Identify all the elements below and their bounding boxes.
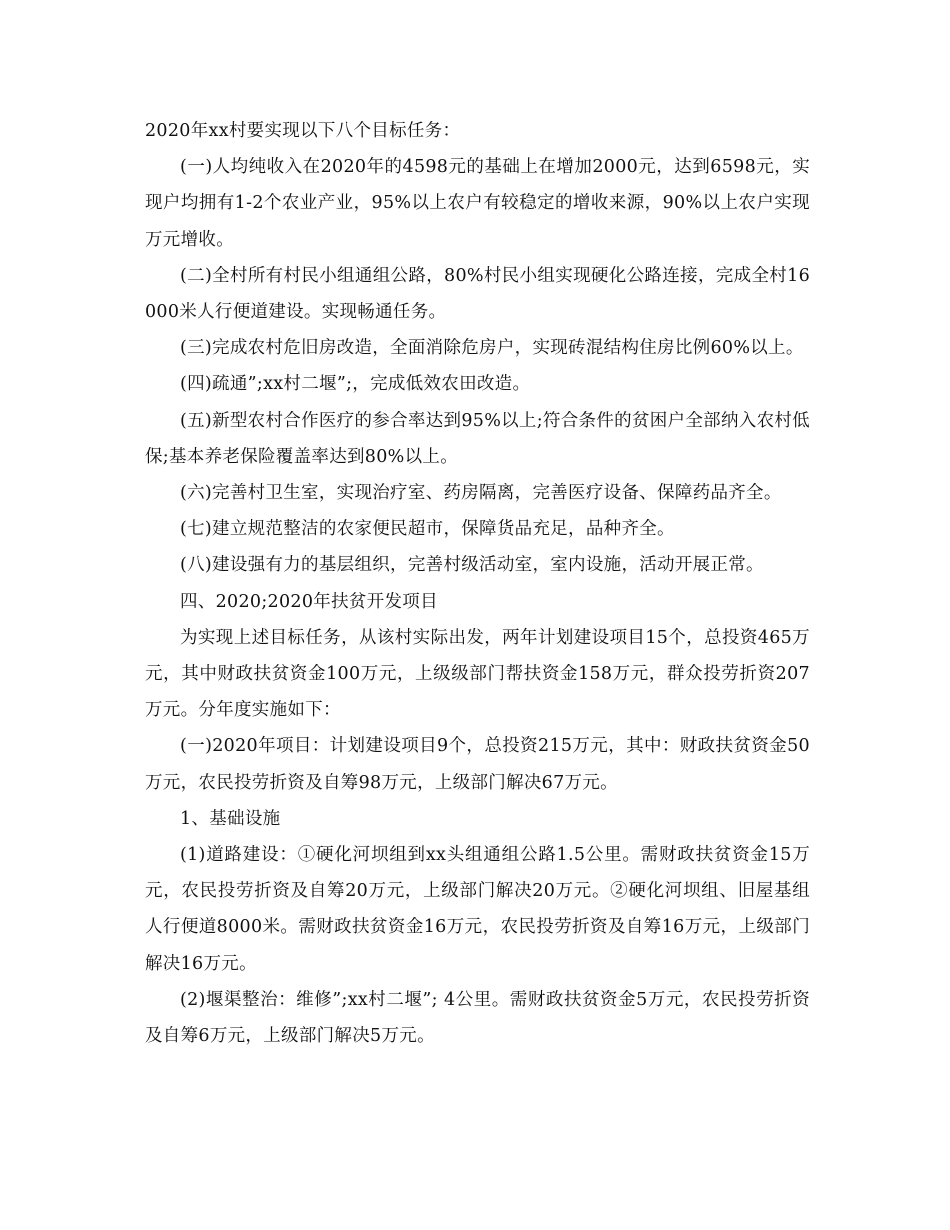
document-body [145, 113, 810, 1054]
section-heading-projects: 四、2020;2020年扶贫开发项目 [180, 591, 438, 612]
paragraph-road-construction: (1)道路建设：①硬化河坝组到xx头组通组公路1.5公里。需财政扶贫资金15万元，农民投劳折资及自筹20万元，上级部门解决20万元。②硬化河坝组、旧屋基组人行便道8000米。需财政扶贫资金16万元，农民投劳折资及自筹16万元，上级部门解决16万元。 [145, 845, 810, 974]
paragraph-2020-projects: (一)2020年项目：计划建设项目9个，总投资215万元，其中：财政扶贫资金50万元，农民投劳折资及自筹98万元，上级部门解决67万元。 [145, 736, 810, 793]
paragraph-investment-summary: 为实现上述目标任务，从该村实际出发，两年计划建设项目15个，总投资465万元，其中财政扶贫资金100万元，上级级部门帮扶资金158万元，群众投劳折资207万元。分年度实施如下： [145, 627, 810, 721]
paragraph-canal-renovation: (2)堰渠整治：维修”;xx村二堰”; 4公里。需财政扶贫资金5万元，农民投劳折资及自筹6万元，上级部门解决5万元。 [145, 989, 810, 1047]
paragraph-intro: 2020年xx村要实现以下八个目标任务： [145, 121, 461, 141]
paragraph-goal-8-organization: (八)建设强有力的基层组织，完善村级活动室，室内设施，活动开展正常。 [180, 555, 764, 576]
paragraph-goal-2-roads: (二)全村所有村民小组通组公路，80%村民小组实现硬化公路连接，完成全村16000米人行便道建设。实现畅通任务。 [145, 265, 810, 323]
paragraph-goal-3-housing: (三)完成农村危旧房改造，全面消除危房户，实现砖混结构住房比例60%以上。 [180, 338, 804, 359]
paragraph-goal-6-clinic: (六)完善村卫生室，实现治疗室、药房隔离，完善医疗设备、保障药品齐全。 [180, 483, 782, 504]
paragraph-goal-4-weir: (四)疏通”;xx村二堰”;，完成低效农田改造。 [180, 374, 531, 395]
subheading-infrastructure: 1、基础设施 [180, 808, 281, 829]
paragraph-goal-7-supermarket: (七)建立规范整洁的农家便民超市，保障货品充足，品种齐全。 [180, 519, 675, 540]
paragraph-goal-1-income: (一)人均纯收入在2020年的4598元的基础上在增加2000元，达到6598元，实现户均拥有1-2个农业产业，95%以上农户有较稳定的增收来源，90%以上农户实现万元增收。 [145, 157, 810, 250]
paragraph-goal-5-medical: (五)新型农村合作医疗的参合率达到95%以上;符合条件的贫困户全部纳入农村低保;基本养老保险覆盖率达到80%以上。 [145, 410, 810, 467]
